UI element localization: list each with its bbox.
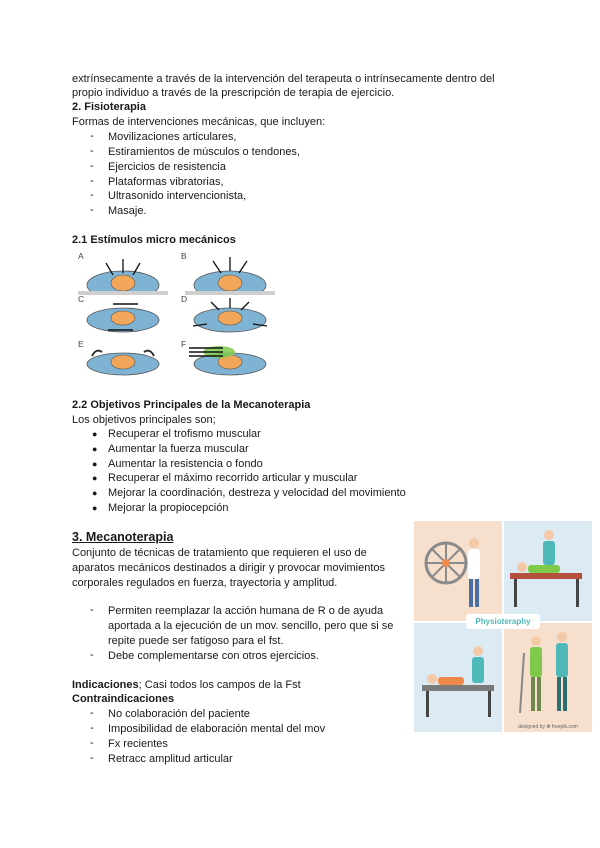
dash-bullet: - <box>90 604 94 616</box>
dash-bullet: - <box>90 145 94 157</box>
list-item: Recuperar el trofismo muscular <box>108 428 261 440</box>
illustration-credit: designed by ❁ freepik.com <box>518 724 578 730</box>
wheel-therapist-figure <box>414 521 502 621</box>
dash-bullet: - <box>90 189 94 201</box>
cell-diagram-a <box>78 255 168 295</box>
section-3-desc-1: Conjunto de técnicas de tratamiento que requieren el uso de <box>72 547 367 559</box>
bullet-dot: ● <box>92 488 98 498</box>
dash-bullet: - <box>90 737 94 749</box>
massage-table-figure <box>504 521 592 621</box>
indications-line <box>72 678 301 692</box>
cell-label-d: D <box>181 294 188 304</box>
dash-bullet: - <box>90 752 94 764</box>
list-item: No colaboración del paciente <box>108 708 250 720</box>
section-3-bullet-1-line-1: Permiten reemplazar la acción humana de R o de ayuda <box>108 605 384 617</box>
dash-bullet: - <box>90 130 94 142</box>
section-2-2-lead: Los objetivos principales son; <box>72 414 216 426</box>
crutches-figure <box>504 623 592 732</box>
list-item: Mejorar la coordinación, destreza y velocidad del movimiento <box>108 487 406 499</box>
section-3-desc-3: corporales regulados en fuerza, trayectoria y amplitud. <box>72 577 338 589</box>
cell-diagram-e <box>78 342 168 376</box>
dash-bullet: - <box>90 160 94 172</box>
list-item: Imposibilidad de elaboración mental del mov <box>108 723 326 735</box>
list-item: Ejercicios de resistencia <box>108 161 226 173</box>
list-item: Estiramientos de músculos o tendones, <box>108 146 300 158</box>
indications-label: Indicaciones <box>72 679 139 691</box>
section-2-1-title: 2.1 Estímulos micro mecánicos <box>72 234 236 246</box>
dash-bullet: - <box>90 722 94 734</box>
cell-diagram-f <box>185 342 275 376</box>
section-3-bullet-2: Debe complementarse con otros ejercicios. <box>108 650 319 662</box>
bullet-dot: ● <box>92 473 98 483</box>
cell-label-e: E <box>78 339 84 349</box>
illustration-banner: Physioteraphy <box>466 614 540 629</box>
bullet-dot: ● <box>92 459 98 469</box>
list-item: Aumentar la resistencia o fondo <box>108 458 263 470</box>
cell-label-a: A <box>78 251 84 261</box>
section-2-lead: Formas de intervenciones mecánicas, que incluyen: <box>72 116 326 128</box>
list-item: Movilizaciones articulares, <box>108 131 237 143</box>
intro-line-2: propio individuo a través de la prescripción de terapia de ejercicio. <box>72 87 395 99</box>
section-3-bullet-1-line-2: aportada a la ejecución de un mov. sencillo, pero que si se <box>108 620 394 632</box>
section-3-title: 3. Mecanoterapia <box>72 530 174 544</box>
section-3-bullet-1-line-3: repite puede ser fatigoso para el fst. <box>108 635 284 647</box>
bullet-dot: ● <box>92 429 98 439</box>
cell-diagram-c <box>78 298 168 334</box>
section-2-2-title: 2.2 Objetivos Principales de la Mecanoterapia <box>72 399 311 411</box>
cell-label-b: B <box>181 251 187 261</box>
list-item: Ultrasonido intervencionista, <box>108 190 247 202</box>
bullet-dot: ● <box>92 444 98 454</box>
cell-diagram-d <box>185 298 275 334</box>
bed-exercise-figure <box>414 623 502 732</box>
intro-line-1: extrínsecamente a través de la intervención del terapeuta o intrínsecamente dentro del <box>72 73 495 85</box>
dash-bullet: - <box>90 649 94 661</box>
list-item: Masaje. <box>108 205 147 217</box>
list-item: Recuperar el máximo recorrido articular y muscular <box>108 472 358 484</box>
physiotherapy-illustration <box>414 521 592 732</box>
bullet-dot: ● <box>92 503 98 513</box>
list-item: Mejorar la propiocepción <box>108 502 229 514</box>
dash-bullet: - <box>90 707 94 719</box>
section-3-desc-2: aparatos mecánicos destinados a dirigir y provocar movimientos <box>72 562 386 574</box>
list-item: Aumentar la fuerza muscular <box>108 443 249 455</box>
cell-label-c: C <box>78 294 85 304</box>
list-item: Retracc amplitud articular <box>108 753 233 765</box>
dash-bullet: - <box>90 204 94 216</box>
section-2-title: 2. Fisioterapia <box>72 101 146 113</box>
cell-diagram-b <box>185 255 275 295</box>
list-item: Plataformas vibratorias, <box>108 176 224 188</box>
dash-bullet: - <box>90 175 94 187</box>
indications-text: ; Casi todos los campos de la Fst <box>138 679 301 691</box>
list-item: Fx recientes <box>108 738 168 750</box>
contraindications-title: Contraindicaciones <box>72 693 175 705</box>
cell-label-f: F <box>181 339 187 349</box>
